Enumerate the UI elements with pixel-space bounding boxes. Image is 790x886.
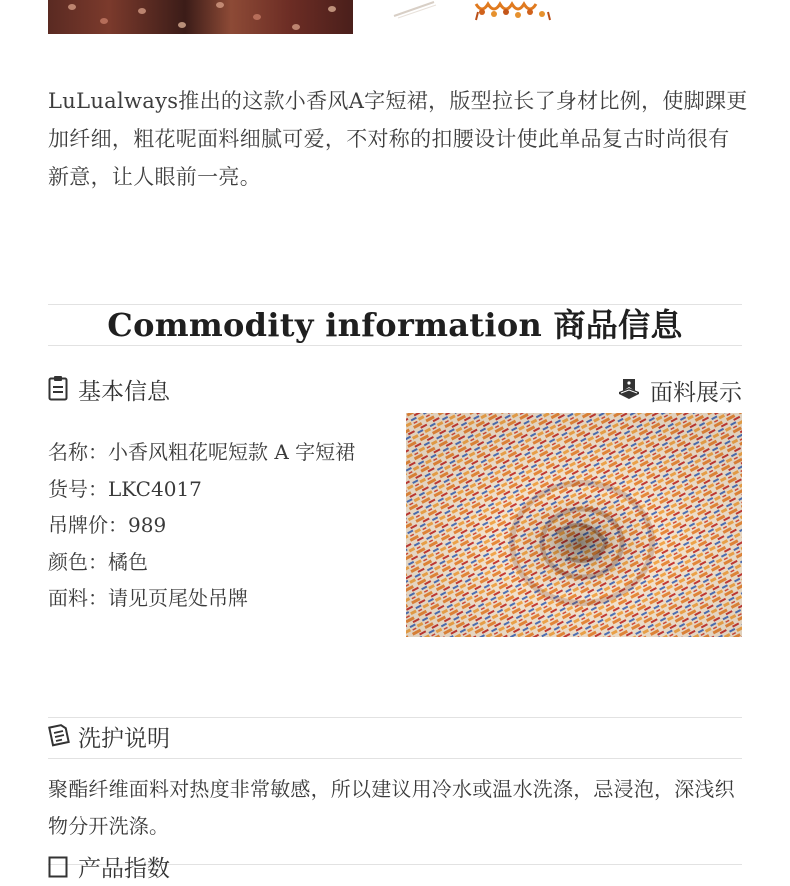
fabric-display-title: 面料展示 <box>650 380 742 406</box>
basic-info-header <box>48 375 170 409</box>
info-label: 货号： <box>48 476 108 501</box>
info-label: 名称： <box>48 440 108 464</box>
info-row-color <box>48 544 355 581</box>
product-index-title: 产品指数 <box>78 855 170 882</box>
fabric-photo <box>406 413 742 637</box>
product-index-header <box>48 855 170 882</box>
care-divider-bottom <box>48 758 742 759</box>
care-instructions: 聚酯纤维面料对热度非常敏感，所以建议用冷水或温水洗涤，忌浸泡，深浅织物分开洗涤。 <box>48 777 735 838</box>
fabric-display-header <box>618 377 742 409</box>
info-value: 小香风粗花呢短款 A 字短裙 <box>108 440 356 464</box>
info-row-fabric <box>48 580 355 617</box>
info-label: 面料： <box>48 586 108 610</box>
info-value: LKC4017 <box>108 476 202 501</box>
index-icon <box>48 856 68 886</box>
info-row-sku <box>48 471 355 508</box>
product-photo-bottom <box>48 0 353 34</box>
accessory-photo-bottom <box>390 0 560 22</box>
info-row-price <box>48 507 355 544</box>
care-divider-top <box>48 717 742 718</box>
basic-info-list <box>48 434 355 617</box>
care-title: 洗护说明 <box>78 726 170 752</box>
info-label: 吊牌价： <box>48 513 128 537</box>
section-title: Commodity information 商品信息 <box>107 306 683 344</box>
fabric-tag-icon <box>618 377 640 409</box>
info-value: 橘色 <box>108 549 148 574</box>
basic-info-title: 基本信息 <box>78 379 170 405</box>
info-row-name <box>48 434 355 471</box>
product-description: LuLualways推出的这款小香风A字短裙，版型拉长了身材比例，使脚踝更加纤细，粗花呢面料细腻可爱，不对称的扣腰设计使此单品复古时尚很有新意，让人眼前一亮。 <box>48 89 748 189</box>
info-label: 颜色： <box>48 549 108 574</box>
divider-bottom <box>48 345 742 346</box>
care-header <box>48 724 170 754</box>
care-label-icon <box>48 724 68 754</box>
clipboard-icon <box>48 375 68 409</box>
info-value: 989 <box>128 513 167 537</box>
info-value: 请见页尾处吊牌 <box>108 586 248 610</box>
